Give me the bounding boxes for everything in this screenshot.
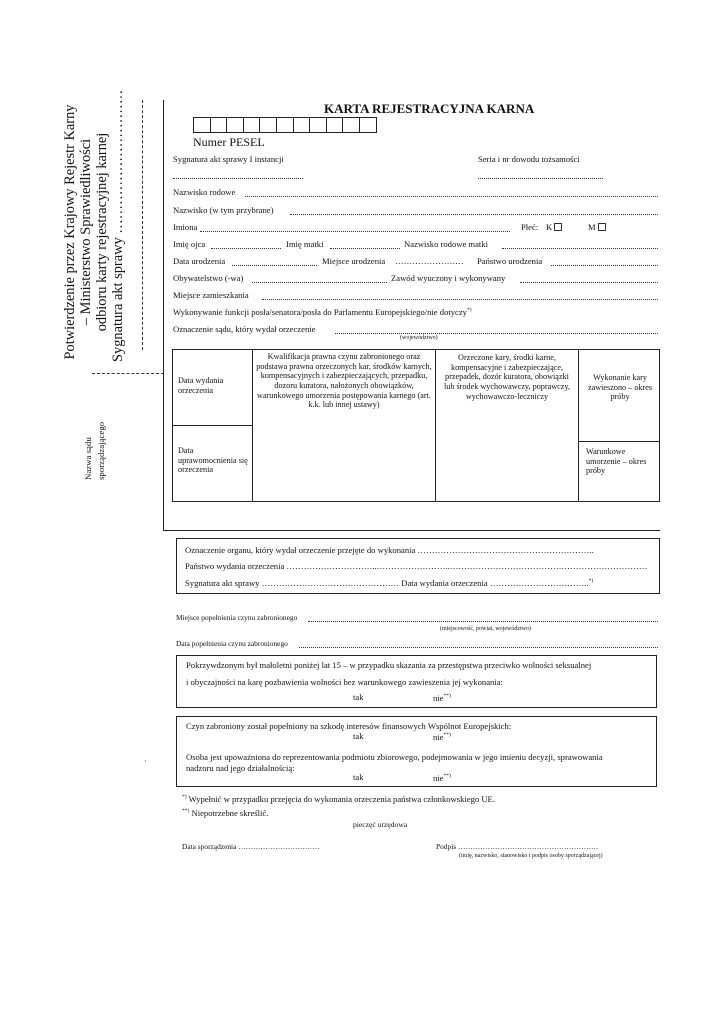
side-line-3: odbioru karty rejestracyjnej karnej — [94, 132, 111, 332]
representation-yes-option[interactable]: tak — [353, 772, 364, 782]
sex-label: Płeć: — [521, 222, 539, 232]
father-name-label: Imię ojca — [173, 239, 206, 249]
birth-place-label: Miejsce urodzenia — [322, 256, 386, 266]
transfer-signature-text: Sygnatura akt sprawy — [185, 577, 260, 588]
footnote-2-text: Niepotrzebne skreślić. — [191, 807, 269, 818]
mp-function-text: Wykonywanie funkcji posła/senatora/posła do Parlamentu Europejskiego/nie dotyczy — [173, 306, 467, 317]
eu-no-label: nie — [433, 731, 444, 742]
profession-field[interactable] — [520, 282, 658, 283]
transfer-sup: *) — [588, 578, 594, 584]
pesel-digit-box[interactable] — [243, 117, 261, 133]
mp-function-label — [173, 307, 472, 317]
minor-text-2: i obyczajności na karę pozbawienia wolności bez warunkowego zawieszenia jej wykonania: — [186, 677, 503, 687]
birth-place-field[interactable]: …………………… — [395, 256, 464, 266]
table-col-line-2 — [435, 349, 436, 502]
section-divider — [163, 530, 660, 531]
side-signature-dots — [142, 100, 143, 350]
crime-date-label: Data popełnienia czynu zabronionego — [176, 639, 288, 648]
table-col-line-3 — [578, 349, 579, 502]
birth-date-label: Data urodzenia — [173, 256, 226, 266]
pesel-digit-box[interactable] — [293, 117, 311, 133]
case-signature-label: Sygnatura akt sprawy I instancji — [173, 154, 284, 164]
pesel-digit-box[interactable] — [326, 117, 344, 133]
crime-date-field[interactable] — [299, 647, 658, 648]
eu-no-option[interactable] — [433, 732, 451, 742]
court-name-label-2: sporządzającego — [96, 421, 107, 480]
transfer-signature-label — [185, 578, 593, 588]
residence-label: Miejsce zamieszkania — [173, 290, 249, 300]
pesel-digit-box[interactable] — [359, 117, 377, 133]
court-label: Oznaczenie sądu, który wydał orzeczenie — [173, 324, 316, 334]
side-border — [163, 100, 164, 530]
preparation-date-text: Data sporządzenia — [182, 842, 237, 851]
minor-no-option[interactable] — [433, 693, 451, 703]
minor-no-sup: **) — [443, 693, 451, 699]
sex-m-label: M — [588, 222, 596, 232]
signature-field[interactable]: ………………………………………………… — [458, 842, 599, 851]
minor-yes-option[interactable]: tak — [353, 692, 364, 702]
footnote-1-mark: *) — [182, 794, 187, 800]
representation-no-sup: **) — [443, 773, 451, 779]
pesel-digit-box[interactable] — [210, 117, 228, 133]
side-line-1: Potwierdzenie przez Krajowy Rejestr Karny — [62, 104, 78, 360]
representation-text-1: Osoba jest upoważniona do reprezentowania podmiotu zbiorowego, podejmowania w jego imieniu decyzji, sprawowania — [186, 752, 603, 762]
sex-k-label: K — [546, 222, 553, 232]
family-name-label: Nazwisko rodowe — [173, 187, 236, 197]
side-confirmation-text — [62, 89, 127, 362]
eu-yes-option[interactable]: tak — [353, 731, 364, 741]
side-cut-line — [92, 373, 164, 374]
mother-name-label: Imię matki — [286, 239, 324, 249]
transfer-organ-text: Oznaczenie organu, który wydał orzeczenie przejęte do wykonania — [185, 545, 416, 555]
transfer-date-field[interactable]: …………………………….. — [489, 577, 589, 588]
side-line-4: Sygnatura akt sprawy ………………………… — [110, 89, 127, 362]
birth-date-field[interactable] — [232, 265, 317, 266]
table-row-line-2 — [578, 441, 660, 442]
pesel-digit-box[interactable] — [276, 117, 294, 133]
court-name-label-1: Nazwa sądu — [83, 437, 93, 480]
pesel-digit-box[interactable] — [309, 117, 327, 133]
court-sub-label: (województwo) — [400, 335, 438, 341]
side-line-2: – Ministerstwo Sprawiedliwości — [78, 138, 95, 326]
official-stamp-label: pieczęć urzędowa — [353, 820, 408, 829]
stray-dot: · — [144, 757, 147, 766]
eu-no-sup: **) — [443, 732, 451, 738]
transfer-date-text: Data wydania orzeczenia — [401, 577, 488, 588]
final-date-header: Data uprawomocnienia się orzeczenia — [178, 446, 248, 475]
crime-place-sub-label: (miejscowość, powiat, województwo) — [440, 626, 531, 632]
sex-k-option[interactable] — [546, 223, 562, 232]
id-document-label: Seria i nr dowodu tożsamości — [478, 154, 580, 164]
surname-label: Nazwisko (w tym przybrane) — [173, 205, 274, 215]
citizenship-label: Obywatelstwo (-wa) — [173, 273, 244, 283]
sex-m-option[interactable] — [588, 223, 606, 232]
form-title: KARTA REJESTRACYJNA KARNA — [324, 101, 535, 116]
mother-name-field[interactable] — [330, 248, 400, 249]
case-signature-field[interactable] — [173, 178, 303, 179]
pesel-digit-box[interactable] — [342, 117, 360, 133]
birth-country-label: Państwo urodzenia — [477, 256, 543, 266]
conditional-discontinuation-header: Warunkowe umorzenie – okres próby — [586, 447, 647, 476]
court-field[interactable] — [335, 333, 658, 334]
representation-text-2: nadzoru nad jego działalnością: — [186, 763, 295, 773]
mother-family-name-field[interactable] — [502, 248, 658, 249]
representation-no-option[interactable] — [433, 773, 451, 783]
pesel-digit-box[interactable] — [193, 117, 211, 133]
residence-field[interactable] — [262, 299, 658, 300]
penalties-header: Orzeczone kary, środki karne, kompensacyjne i zabezpieczające, przepadek, dozór kuratora, obowiązki lub środek wychowawczy, poprawczy, wychowawczo-leczniczy — [443, 353, 571, 401]
suspension-header: Wykonanie kary zawieszono – okres próby — [587, 373, 653, 402]
names-label: Imiona — [173, 222, 198, 232]
names-field[interactable] — [200, 231, 510, 232]
table-row-line-1 — [172, 425, 253, 426]
transfer-country-text: Państwo wydania orzeczenia — [185, 561, 285, 571]
transfer-country-label — [185, 562, 647, 571]
legal-qualification-header: Kwalifikacja prawna czynu zabronionego oraz podstawa prawna orzeczonych kar, środków karnych, kompensacyjnych i zabezpieczających, przepadku, dozoru kuratora, nałożonych obowiązków, warunkowego umorzenia postępowania karnego (art. k.k. lub innej ustawy) — [256, 352, 432, 410]
pesel-label: Numer PESEL — [193, 135, 265, 149]
pesel-digit-box[interactable] — [259, 117, 277, 133]
preparation-date-label — [182, 843, 320, 851]
family-name-field[interactable] — [245, 196, 658, 197]
sex-m-checkbox[interactable] — [598, 223, 606, 231]
footnote-2-mark: **) — [182, 808, 190, 814]
id-document-field[interactable] — [478, 178, 603, 179]
crime-place-label: Miejsce popełnienia czynu zabronionego — [176, 613, 298, 622]
court-name-label — [82, 400, 108, 480]
transfer-country-field[interactable]: …………………………..……………………..…………………………………………………………… — [286, 561, 648, 571]
preparation-date-field[interactable]: …………………………… — [238, 842, 320, 851]
mother-family-name-label: Nazwisko rodowe matki — [404, 239, 489, 249]
transfer-signature-field[interactable]: ………………………………………… — [261, 577, 400, 588]
surname-field[interactable] — [290, 214, 658, 215]
transfer-organ-field[interactable]: …………………………………………………….. — [417, 545, 594, 555]
eu-text: Czyn zabroniony został popełniony na szkodę interesów finansowych Wspólnot Europejskich: — [186, 721, 512, 731]
minor-no-label: nie — [433, 692, 444, 703]
sex-k-checkbox[interactable] — [554, 223, 562, 231]
citizenship-field[interactable] — [252, 282, 387, 283]
pesel-digit-box[interactable] — [226, 117, 244, 133]
footnote-1-text: Wypełnić w przypadku przejęcia do wykonania orzeczenia państwa członkowskiego UE. — [188, 793, 495, 804]
footnote-1 — [182, 794, 495, 804]
footnote-2 — [182, 808, 268, 818]
signature-text: Podpis — [436, 842, 457, 851]
birth-country-field[interactable] — [551, 265, 658, 266]
profession-label: Zawód wyuczony i wykonywany — [391, 273, 506, 283]
signature-sub-label: (imię, nazwisko, stanowisko i podpis osoby sporządzającej) — [459, 853, 603, 859]
representation-no-label: nie — [433, 772, 444, 783]
signature-label — [436, 843, 598, 851]
minor-text-1: Pokrzywdzonym był małoletni poniżej lat 15 – w przypadku skazania za przestępstwa przeciwko wolności seksualnej — [186, 660, 592, 670]
crime-place-field[interactable] — [308, 621, 658, 622]
transfer-organ-label — [185, 546, 594, 555]
judgment-date-header: Data wydania orzeczenia — [178, 376, 224, 395]
mp-function-sup: *) — [466, 307, 472, 313]
father-name-field[interactable] — [211, 248, 281, 249]
